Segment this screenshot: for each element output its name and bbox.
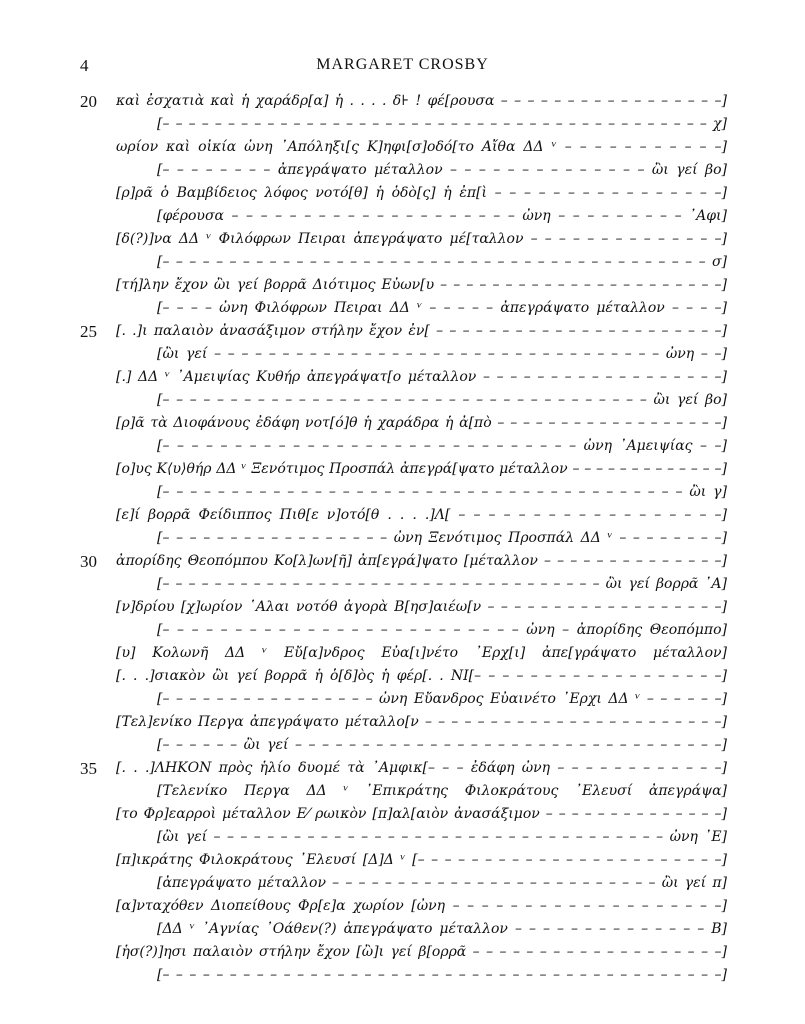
text-line bbox=[0, 688, 805, 711]
running-title: MARGARET CROSBY bbox=[316, 56, 489, 73]
text-line bbox=[0, 435, 805, 458]
line-text: [δ(?)]να ΔΔ ᵛ Φιλόφρων Πειραι ἀπεγράψατο μέ[ταλλον – – – – – – – – – – – – – –] bbox=[116, 231, 727, 247]
line-text: [– – – – – – – – – – – – – – – – – – – – – – – – – – – – – – – – – – ὢι γεί βορρᾶ ᾿Α] bbox=[157, 576, 727, 592]
text-line bbox=[0, 527, 805, 550]
text-line bbox=[0, 320, 805, 343]
line-text: [ρ]ᾶ τὰ Διοφάνους ἐδάφη νοτ[ό]θ ἡ χαράδρα ἡ ἀ[πὸ – – – – – – – – – – – – – – – – – –] bbox=[116, 415, 727, 431]
line-text: [ὢι γεί – – – – – – – – – – – – – – – – – – – – – – – – – – – – – – – – – – ὠνη ᾿Ε] bbox=[157, 829, 727, 845]
text-line bbox=[0, 734, 805, 757]
text-line bbox=[0, 872, 805, 895]
text-line bbox=[0, 941, 805, 964]
text-line bbox=[0, 849, 805, 872]
line-text: [Τελενίκο Περγα ΔΔ ᵛ ᾿Επικράτης Φιλοκράτους ᾿Ελευσί ἀπεγράψα] bbox=[157, 783, 727, 799]
text-line bbox=[0, 803, 805, 826]
text-line bbox=[0, 458, 805, 481]
line-text: [– – – – – – – – – – – – – – – – – – – – – – – – – – – – – ὠνη ᾿Αμειψίας – –] bbox=[157, 438, 727, 454]
line-text: ωρίον καὶ οἰκία ὠνη ᾿Απόληξι[ς Κ]ηφι[σ]οδό[το Αἴθα ΔΔ ᵛ – – – – – – – – – – –] bbox=[116, 139, 727, 155]
line-text: [. . .]ΛΗΚΟΝ πρὸς ἡλίο δυομέ τὰ ᾿Αμφικ[– – – ἐδάφη ὠνη – – – – – – – – – – – –] bbox=[116, 760, 727, 776]
page-number: 4 bbox=[80, 56, 89, 75]
line-text: [τή]λην ἔχον ὢι γεί βορρᾶ Διότιμος Εὐων[υ – – – – – – – – – – – – – – – – – – – – – –] bbox=[116, 277, 727, 293]
line-text: [ὢι γεί – – – – – – – – – – – – – – – – – – – – – – – – – – – – – – – – – ὠνη – –] bbox=[157, 346, 727, 362]
text-line bbox=[0, 619, 805, 642]
line-text: [– – – – – – – – – – – – – – – – – – – – – – – – – – – – – – – – – – – – – – – – – –] bbox=[157, 967, 727, 983]
text-line bbox=[0, 205, 805, 228]
text-line bbox=[0, 918, 805, 941]
text-line bbox=[0, 895, 805, 918]
text-line bbox=[0, 159, 805, 182]
line-number: 20 bbox=[80, 92, 97, 111]
text-line bbox=[0, 596, 805, 619]
text-line bbox=[0, 251, 805, 274]
page-header bbox=[0, 56, 805, 80]
text-line bbox=[0, 757, 805, 780]
text-line bbox=[0, 642, 805, 665]
line-text: [– – – – – – – – – – – – – – – – – – – – – – – – – – – – – – – – – – – – – – – – – σ] bbox=[157, 254, 727, 270]
text-line bbox=[0, 90, 805, 113]
line-text: [– – – – – – – – ἀπεγράψατο μέταλλον – – – – – – – – – – – – – – ὢι γεί βο] bbox=[157, 162, 727, 178]
text-line bbox=[0, 113, 805, 136]
text-line bbox=[0, 665, 805, 688]
text-line bbox=[0, 297, 805, 320]
line-text: [– – – – – – – – – – – – – – – – – ὠνη Ξενότιμος Προσπάλ ΔΔ ᵛ – – – – – – – –] bbox=[157, 530, 727, 546]
text-line bbox=[0, 550, 805, 573]
line-text: [. .]ι παλαιὸν ἀνασάξιμον στήλην ἔχον ἐν[ – – – – – – – – – – – – – – – – – – – – – –] bbox=[116, 323, 727, 339]
text-line bbox=[0, 274, 805, 297]
line-text: [ο]υς Κ⟨υ⟩θήρ ΔΔ ᵛ Ξενότιμος Προσπάλ ἀπεγρά[ψατο μέταλλον – – – – – – – – – – – – –] bbox=[116, 461, 727, 477]
line-text: [– – – – – – – – – – – – – – – – – – – – – – – – – ὠνη – ἀπορίδης Θεοπόμπο] bbox=[157, 622, 727, 638]
text-line bbox=[0, 481, 805, 504]
text-line bbox=[0, 964, 805, 987]
text-line bbox=[0, 366, 805, 389]
line-text: [φέρουσα – – – – – – – – – – – – – – – – – – – – ὠνη – – – – – – – – – ᾿Αφι] bbox=[157, 208, 727, 224]
line-text: [– – – – – – – – – – – – – – – – – – – – – – – – – – – – – – – – – – – – – – ὢι γ] bbox=[157, 484, 727, 500]
line-number: 30 bbox=[80, 552, 97, 571]
text-line bbox=[0, 136, 805, 159]
text-line bbox=[0, 182, 805, 205]
text-line bbox=[0, 389, 805, 412]
text-line bbox=[0, 228, 805, 251]
line-text: [– – – – – – – – – – – – – – – – – – – – – – – – – – – – – – – – – – – – – – – – – – χ] bbox=[157, 116, 727, 132]
text-line bbox=[0, 711, 805, 734]
line-text: [το Φρ]εαρροὶ μέταλλον Ε⁄ ρωικὸν [π]αλ[αιὸν ἀνασάξιμον – – – – – – – – – – – – – –] bbox=[116, 806, 727, 822]
line-text: [ΔΔ ᵛ ᾿Αγνίας ᾿Οάθεν(?) ἀπεγράψατο μέταλλον – – – – – – – – – – – – – – Β] bbox=[157, 921, 727, 937]
line-text: [– – – – ὠνη Φιλόφρων Πειραι ΔΔ ᵛ – – – – – ἀπεγράψατο μέταλλον – – – –] bbox=[157, 300, 727, 316]
line-text: [– – – – – – – – – – – – – – – – – – – – – – – – – – – – – – – – – – – – ὢι γεί βο] bbox=[157, 392, 727, 408]
text-line bbox=[0, 780, 805, 803]
line-text: [. . .]σιακὸν ὢι γεί βορρᾶ ἡ ὁ[δ]ὸς ἡ φέρ[. . ΝΙ[– – – – – – – – – – – – – – – – – –] bbox=[116, 668, 727, 684]
line-text: [ἀπεγράψατο μέταλλον – – – – – – – – – – – – – – – – – – – – – – – – – ὢι γεί π] bbox=[157, 875, 727, 891]
line-number: 35 bbox=[80, 759, 97, 778]
line-text: [π]ικράτης Φιλοκράτους ᾿Ελευσί [Δ]Δ ᵛ [– – – – – – – – – – – – – – – – – – – – – – –] bbox=[116, 852, 727, 868]
line-text: καὶ ἐσχατιὰ καὶ ἡ χαράδρ[α] ἡ . . . . δ⊦ ! φέ[ρουσα – – – – – – – – – – – – – – – – –] bbox=[116, 93, 727, 109]
line-text: [ν]δρίου [χ]ωρίον ῾Αλαι νοτόθ ἀγορὰ Β[ησ]αιέω[ν – – – – – – – – – – – – – – – – – –] bbox=[116, 599, 727, 615]
line-number: 25 bbox=[80, 322, 97, 341]
line-text: [ἡσ(?)]ησι παλαιὸν στήλην ἔχον [ὢ]ι γεί β[ορρᾶ – – – – – – – – – – – – – – – – – – –] bbox=[116, 944, 727, 960]
text-line bbox=[0, 504, 805, 527]
line-text: ἀπορίδης Θεοπόμπου Κο[λ]ων[ῆ] ἀπ[εγρά]ψατο [μέταλλον – – – – – – – – – – – – – –] bbox=[116, 553, 727, 569]
line-text: [υ] Κολωνῆ ΔΔ ᵛ Εὔ[α]νδρος Εὐα[ι]νέτο ᾿Ερχ[ι] ἀπε[γράψατο μέταλλον] bbox=[116, 645, 727, 661]
text-line bbox=[0, 573, 805, 596]
line-text: [– – – – – – – – – – – – – – – – ὠνη Εὔανδρος Εὐαινέτο ᾿Ερχι ΔΔ ᵛ – – – – – –] bbox=[157, 691, 727, 707]
line-text: [α]νταχόθεν Διοπείθους Φρ[ε]α χωρίον [ὠνη – – – – – – – – – – – – – – – – – – –] bbox=[116, 898, 727, 914]
line-text: [Τελ]ενίκο Περγα ἀπεγράψατο μέταλλο[ν – – – – – – – – – – – – – – – – – – – – – – –] bbox=[116, 714, 727, 730]
text-line bbox=[0, 412, 805, 435]
line-text: [ε]ί βορρᾶ Φείδιππος Πιθ[ε ν]οτό[θ . . . .]Λ[ – – – – – – – – – – – – – – – – – –] bbox=[116, 507, 727, 523]
line-text: [– – – – – – ὢι γεί – – – – – – – – – – – – – – – – – – – – – – – – – – – – – – – –] bbox=[157, 737, 727, 753]
text-line bbox=[0, 343, 805, 366]
line-text: [ρ]ρᾶ ὁ Βαμβίδειος λόφος νοτό[θ] ἡ ὁδὸ[ς] ἡ ἐπ[ὶ – – – – – – – – – – – – – – – –] bbox=[116, 185, 727, 201]
text-line bbox=[0, 826, 805, 849]
line-text: [.] ΔΔ ᵛ ᾿Αμειψίας Κυθήρ ἀπεγράψατ[ο μέταλλον – – – – – – – – – – – – – – – – – –] bbox=[116, 369, 727, 385]
